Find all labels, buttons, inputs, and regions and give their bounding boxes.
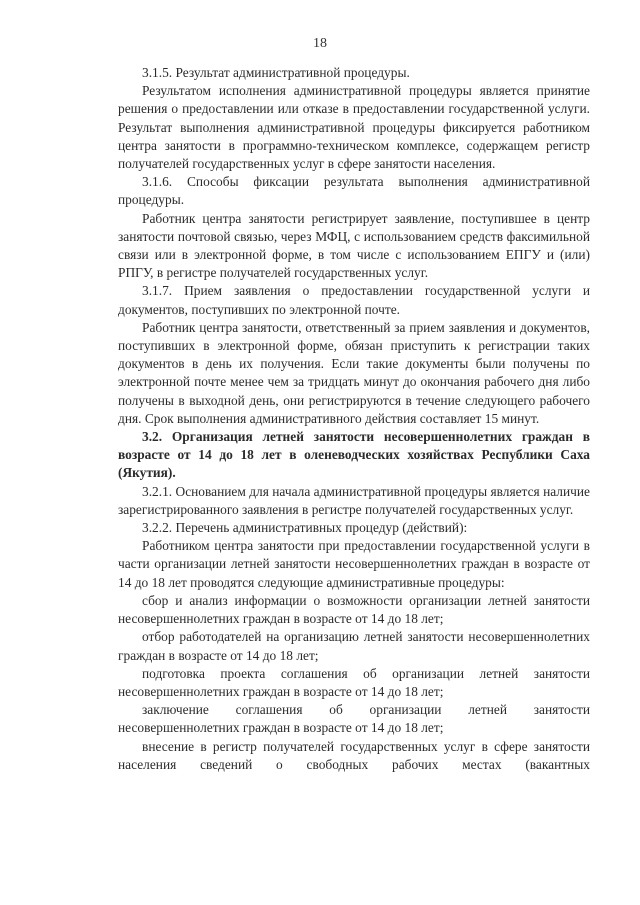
list-item-register-vacancies: внесение в регистр получателей государственных услуг в сфере занятости населения сведений о свободных рабочих местах (вакантных	[118, 738, 590, 772]
paragraph-3-1-5-heading: 3.1.5. Результат административной процедуры.	[142, 65, 410, 80]
paragraph-3-2-2: 3.2.2. Перечень административных процедур (действий):	[142, 520, 468, 536]
list-item-conclude-agreement: заключение соглашения об организации летней занятости несовершеннолетних граждан в возрасте от 14 до 18 лет;	[118, 702, 590, 736]
document-body	[118, 64, 590, 774]
paragraph-3-1-7-heading: 3.1.7. Прием заявления о предоставлении государственной услуги и документов, поступивших по электронной почте.	[118, 283, 590, 317]
paragraph-result-description: Результатом исполнения административной процедуры является принятие решения о предоставлении или отказе в предоставлении государственной услуги. Результат выполнения административной процедуры фиксируется работником центра занятости в программно-техническом комплексе, содержащем регистр получателей государственных услуг в сфере занятости населения.	[118, 83, 590, 172]
paragraph-registration-description: Работник центра занятости регистрирует заявление, поступившее в центр занятости почтовой связью, через МФЦ, с использованием средств факсимильной связи или в электронной форме, в том числе с использованием ЕПГУ и (или) РПГУ, в регистре получателей государственных услуг.	[118, 210, 590, 281]
list-item-select-employers: отбор работодателей на организацию летней занятости несовершеннолетних граждан в возрасте от 14 до 18 лет;	[118, 629, 590, 663]
page-number: 18	[313, 36, 327, 51]
section-3-2-heading: 3.2. Организация летней занятости несовершеннолетних граждан в возрасте от 14 до 18 лет в оленеводческих хозяйствах Республики Саха (Якутия).	[118, 429, 590, 481]
paragraph-email-processing: Работник центра занятости, ответственный за прием заявления и документов, поступивших в электронной форме, обязан приступить к регистрации таких документов в день их получения. Если такие документы были получены по электронной почте менее чем за тридцать минут до окончания рабочего дня либо получены в выходной день, они регистрируются в течение следующего рабочего дня. Срок выполнения административного действия составляет 15 минут.	[118, 319, 590, 426]
paragraph-3-2-1: 3.2.1. Основанием для начала административной процедуры является наличие зарегистрированного заявления в регистре получателей государственных услуг.	[118, 483, 590, 517]
list-item-prepare-agreement: подготовка проекта соглашения об организации летней занятости несовершеннолетних граждан в возрасте от 14 до 18 лет;	[118, 665, 590, 699]
paragraph-3-1-6-heading: 3.1.6. Способы фиксации результата выполнения административной процедуры.	[118, 174, 590, 208]
paragraph-procedures-intro: Работником центра занятости при предоставлении государственной услуги в части организации летней занятости несовершеннолетних граждан в возрасте от 14 до 18 лет проводятся следующие административные процедуры:	[118, 538, 590, 590]
list-item-collect-analyze: сбор и анализ информации о возможности организации летней занятости несовершеннолетних граждан в возрасте от 14 до 18 лет;	[118, 592, 590, 627]
